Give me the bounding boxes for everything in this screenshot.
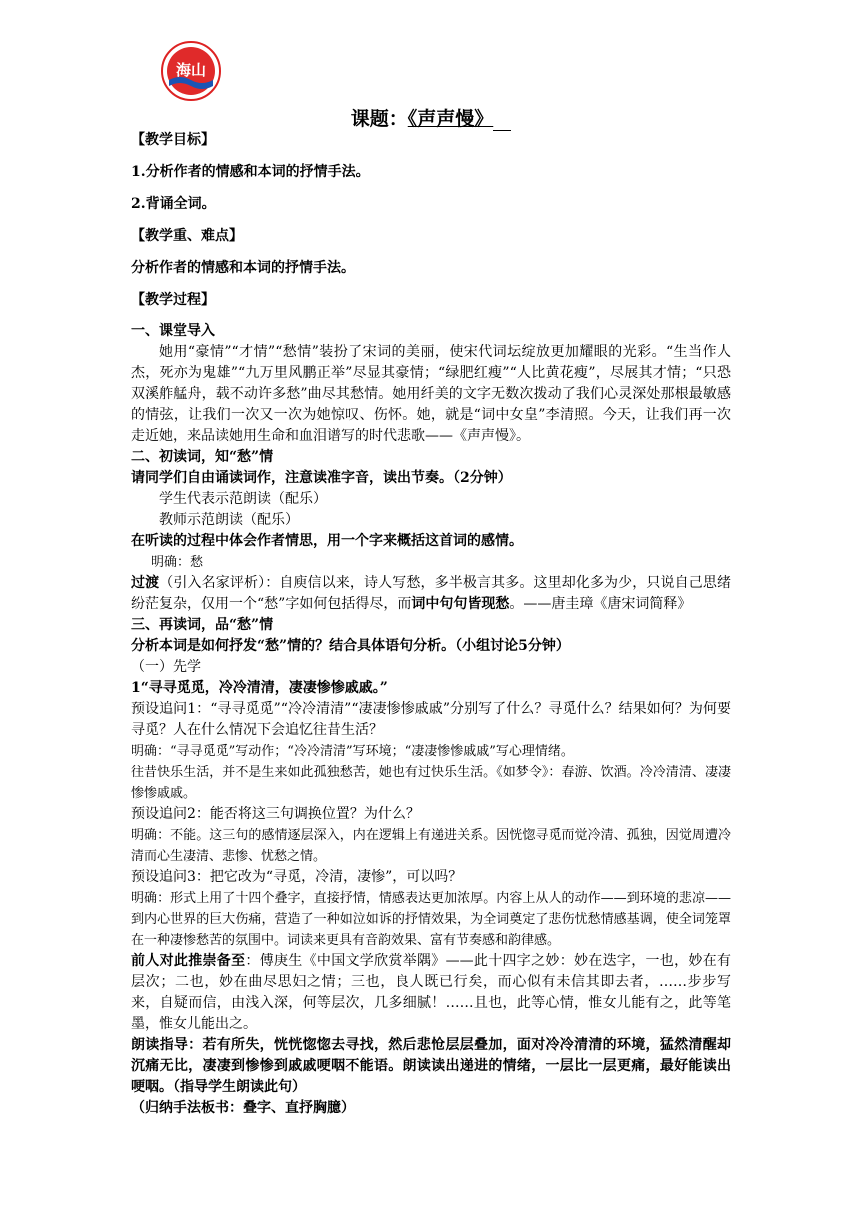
logo-text: 海山 <box>175 61 207 79</box>
prior-lead: 前人对此推崇备至 <box>131 953 246 969</box>
transition-tail: 。——唐圭璋《唐宋词简释》 <box>509 596 692 612</box>
subsection-1: （一）先学 <box>131 659 201 675</box>
school-logo <box>160 40 222 102</box>
summary-note: （归纳手法板书：叠字、直抒胸臆） <box>131 1100 355 1116</box>
title-underline <box>493 112 511 131</box>
transition-text: （引入名家评析）：自庾信以来，诗人写愁，多半极言其多。这里却化多为少，只说自己思绪纷茫复杂，仅用一个“愁”字如何包括得尽，而 <box>131 575 732 612</box>
lesson-content <box>131 130 731 1119</box>
section-2-item-1: 学生代表示范朗读（配乐） <box>159 491 327 507</box>
section-1-paragraph: 她用“豪情”“才情”“愁情”装扮了宋词的美丽，使宋代词坛绽放更加耀眼的光彩。“生当作人杰，死亦为鬼雄”“九万里风鹏正举”尽显其豪情；“绿肥红瘦”“人比黄花瘦”，尽展其才情；“只恐双溪舴艋舟，载不动许多愁”曲尽其愁情。她用纤美的文字无数次拨动了我们心灵深处那根最敏感的情弦，让我们一次又一次为她惊叹、伤怀。她，就是“词中女皇”李清照。今天，让我们再一次走近她，来品读她用生命和血泪谱写的时代悲歌——《声声慢》。 <box>131 344 731 444</box>
section-2-task: 请同学们自由诵读词作，注意读准字音，读出节奏。（2分钟） <box>131 470 512 486</box>
section-2-heading: 二、初读词，知“愁”情 <box>131 449 274 465</box>
process-heading: 【教学过程】 <box>131 292 215 308</box>
prior-paragraph <box>131 951 731 1035</box>
answer-1a: 明确：“寻寻觅觅”写动作；“冷冷清清”写环境；“凄凄惨惨戚戚”写心理情绪。 <box>131 744 574 759</box>
goal-2: 2.背诵全词。 <box>131 196 216 212</box>
transition-lead: 过渡 <box>131 575 160 591</box>
section-2-item-2: 教师示范朗读（配乐） <box>159 512 299 528</box>
title-prefix: 课题： <box>350 108 408 130</box>
section-3-heading: 三、再读词，品“愁”情 <box>131 617 274 633</box>
answer-3: 明确：形式上用了十四个叠字，直接抒情，情感表达更加浓厚。内容上从人的动作——到环境的悲凉——到内心世界的巨大伤痛，营造了一种如泣如诉的抒情效果，为全词奠定了悲伤忧愁情感基调，使全词笼罩在一种凄惨愁苦的氛围中。词读来更具有音韵效果、富有节奏感和韵律感。 <box>131 891 731 948</box>
line-1: 1“寻寻觅觅，冷冷清清，凄凄惨惨戚戚。” <box>131 680 388 696</box>
transition-bold: 词中句句皆现愁 <box>411 596 510 612</box>
section-1-heading: 一、课堂导入 <box>131 323 215 339</box>
key-text: 分析作者的情感和本词的抒情手法。 <box>131 260 355 276</box>
page-title <box>131 104 731 131</box>
section-3-task: 分析本词是如何抒发“愁”情的？结合具体语句分析。（小组讨论5分钟） <box>131 638 570 654</box>
transition-paragraph <box>131 573 731 615</box>
answer-1b: 往昔快乐生活，并不是生来如此孤独愁苦，她也有过快乐生活。《如梦令》：春游、饮酒。冷冷清清、凄凄惨惨戚戚。 <box>131 765 731 801</box>
goal-1: 1.分析作者的情感和本词的抒情手法。 <box>131 164 370 180</box>
key-heading: 【教学重、难点】 <box>131 228 243 244</box>
section-2-task-2: 在听读的过程中体会作者情思，用一个字来概括这首词的感情。 <box>131 533 523 549</box>
question-1: 预设追问1：“寻寻觅觅”“冷冷清清”“凄凄惨惨戚戚”分别写了什么？寻觅什么？结果如何？为何要寻觅？人在什么情况下会追忆往昔生活？ <box>131 701 731 738</box>
answer-2: 明确：不能。这三句的感情逐层深入，内在逻辑上有递进关系。因恍惚寻觅而觉冷清、孤独，因觉周遭冷清而心生凄清、悲惨、忧愁之情。 <box>131 828 731 864</box>
reading-guide: 朗读指导：若有所失，恍恍惚惚去寻找，然后悲怆层层叠加，面对冷冷清清的环境，猛然清醒却沉痛无比，凄凄到惨惨到戚戚哽咽不能语。朗读读出递进的情绪，一层比一层更痛，最好能读出哽咽。（指导学生朗读此句） <box>131 1037 731 1095</box>
prior-text: ：傅庚生《中国文学欣赏举隅》——此十四字之妙：妙在迭字，一也，妙在有层次；二也，妙在曲尽思妇之情；三也，良人既已行矣，而心似有未信其即去者，……步步写来，自疑而信，由浅入深，何等层次，几多细腻！……且也，此等心情，惟女儿能有之，此等笔墨，惟女儿能出之。 <box>131 953 732 1032</box>
question-3: 预设追问3：把它改为“寻觅，冷清，凄惨”，可以吗？ <box>131 869 463 885</box>
section-2-answer: 明确：愁 <box>151 555 204 570</box>
question-2: 预设追问2：能否将这三句调换位置？为什么？ <box>131 806 420 822</box>
goals-heading: 【教学目标】 <box>131 132 215 148</box>
title-book: 《声声慢》 <box>407 108 494 130</box>
